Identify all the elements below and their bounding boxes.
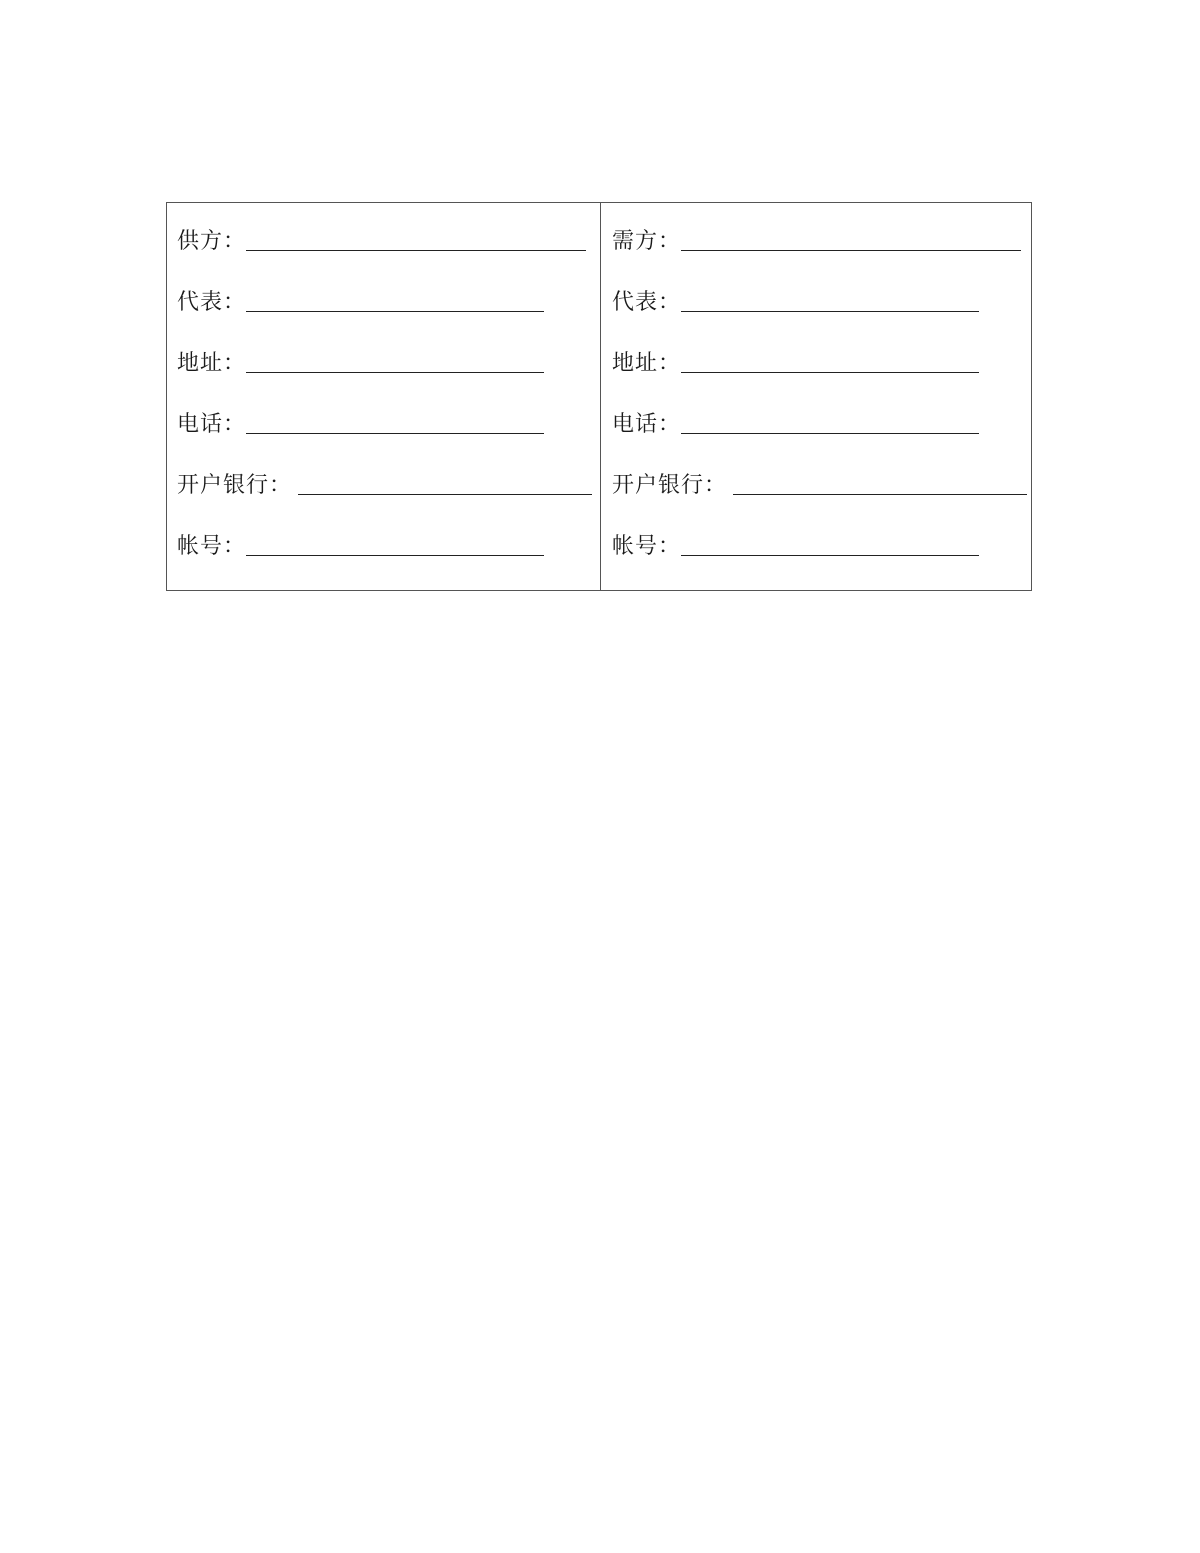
- buyer-representative-label: 代表：: [612, 290, 682, 315]
- supplier-account-row: [177, 530, 544, 560]
- buyer-bank-field[interactable]: [733, 493, 1027, 495]
- supplier-representative-row: [177, 286, 544, 316]
- supplier-party-label: 供方：: [177, 229, 247, 254]
- supplier-address-label: 地址：: [177, 351, 247, 376]
- supplier-representative-field[interactable]: [246, 310, 544, 312]
- column-divider: [600, 203, 601, 590]
- buyer-account-row: [612, 530, 979, 560]
- supplier-account-field[interactable]: [246, 554, 544, 556]
- buyer-phone-field[interactable]: [681, 432, 979, 434]
- supplier-party-field[interactable]: [246, 249, 586, 251]
- buyer-party-label: 需方：: [612, 229, 682, 254]
- buyer-address-row: [612, 347, 979, 377]
- supplier-address-row: [177, 347, 544, 377]
- buyer-bank-row: [612, 469, 1027, 499]
- buyer-phone-row: [612, 408, 979, 438]
- buyer-party-row: [612, 225, 1021, 255]
- buyer-party-field[interactable]: [681, 249, 1021, 251]
- buyer-phone-label: 电话：: [612, 412, 682, 437]
- buyer-address-label: 地址：: [612, 351, 682, 376]
- buyer-representative-row: [612, 286, 979, 316]
- supplier-bank-field[interactable]: [298, 493, 592, 495]
- buyer-bank-label: 开户银行：: [612, 473, 728, 498]
- supplier-phone-label: 电话：: [177, 412, 247, 437]
- supplier-account-label: 帐号：: [177, 534, 247, 559]
- buyer-address-field[interactable]: [681, 371, 979, 373]
- supplier-bank-label: 开户银行：: [177, 473, 293, 498]
- buyer-account-field[interactable]: [681, 554, 979, 556]
- supplier-phone-row: [177, 408, 544, 438]
- buyer-account-label: 帐号：: [612, 534, 682, 559]
- supplier-party-row: [177, 225, 586, 255]
- buyer-representative-field[interactable]: [681, 310, 979, 312]
- supplier-representative-label: 代表：: [177, 290, 247, 315]
- supplier-address-field[interactable]: [246, 371, 544, 373]
- supplier-bank-row: [177, 469, 592, 499]
- supplier-phone-field[interactable]: [246, 432, 544, 434]
